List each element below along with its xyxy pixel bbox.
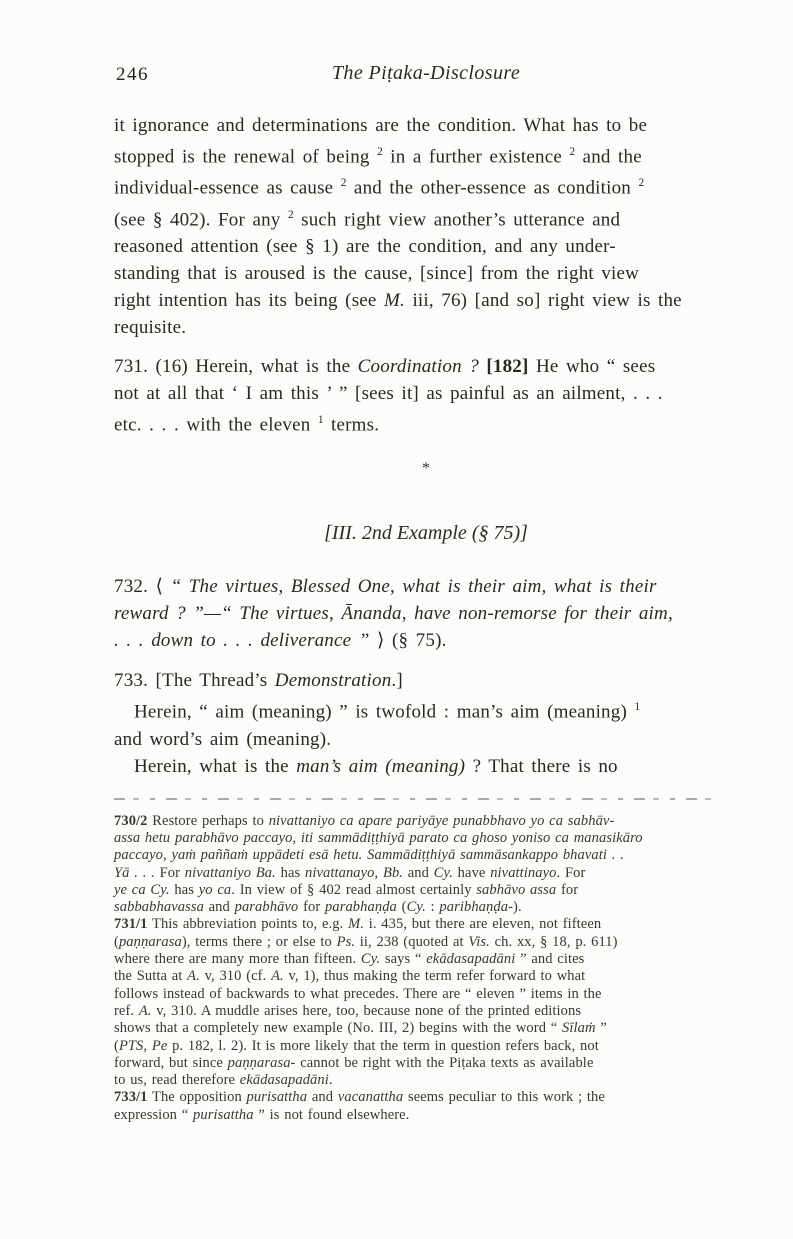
footnote-730-2 — [114, 813, 738, 917]
section-heading: [III. 2nd Example (§ 75)] — [324, 522, 528, 545]
footnote-separator — [114, 797, 722, 800]
text-line: ref. A. v, 310. A muddle arises here, too, because none of the printed editions — [114, 1002, 582, 1019]
text-line: reward ? ”—“ The virtues, Ānanda, have non-remorse for their aim, — [114, 603, 673, 625]
text-line: individual-essence as cause $^2$ and the other-essence as condition $^2$ — [114, 177, 645, 199]
text-line: shows that a completely new example (No. III, 2) begins with the word “ Sīlaṁ ” — [114, 1020, 607, 1037]
text-line: stopped is the renewal of being $^2$ in a further existence $^2$ and the — [114, 146, 642, 168]
text-line: requisite. — [114, 316, 187, 338]
text-line: to us, read therefore ekādasapadāni. — [114, 1072, 333, 1089]
text-line: Yā . . . For nivattaniyo Ba. has nivattanayo, Bb. and Cy. have nivattinayo. For — [114, 864, 586, 881]
paragraph-730-continuation — [114, 112, 738, 341]
paragraph-731 — [114, 353, 738, 438]
paragraph-733 — [114, 667, 738, 779]
text-column — [114, 62, 738, 1124]
text-line: . . . down to . . . deliverance ” ⟩ (§ 75). — [114, 630, 447, 652]
text-line: paccayo, yaṁ paññaṁ uppādeti esā hetu. Sammādiṭṭhiyā sammāsankappo bhavati . . — [114, 847, 624, 864]
text-line: (see § 402). For any $^2$ such right view another’s utterance and — [114, 208, 621, 230]
text-line: 732. ⟨ “ The virtues, Blessed One, what is their aim, what is their — [114, 576, 657, 598]
text-line: sabbabhavassa and parabhāvo for parabhaṇḍa (Cy. : paribhaṇḍa-). — [114, 899, 522, 916]
text-line: 731. (16) Herein, what is the Coordination ? [182] He who “ sees — [114, 355, 656, 377]
text-line: standing that is aroused is the cause, [since] from the right view — [114, 262, 640, 284]
text-line: 733/1 The opposition purisattha and vacanattha seems peculiar to this work ; the — [114, 1089, 605, 1106]
text-line: reasoned attention (see § 1) are the condition, and any under- — [114, 235, 616, 257]
text-line: 731/1 This abbreviation points to, e.g. M. i. 435, but there are eleven, not fifteen — [114, 916, 602, 933]
asterisk-divider: * — [422, 460, 430, 478]
text-line: forward, but since paṇṇarasa- cannot be right with the Piṭaka texts as available — [114, 1054, 594, 1071]
text-line: expression “ purisattha ” is not found elsewhere. — [114, 1106, 410, 1123]
text-line: right intention has its being (see M. iii, 76) [and so] right view is the — [114, 289, 682, 311]
text-line: 730/2 Restore perhaps to nivattaniyo ca apare pariyāye punabbhavo yo ca sabhāv- — [114, 812, 615, 829]
text-line: (PTS, Pe p. 182, l. 2). It is more likely that the term in question refers back, not — [114, 1037, 599, 1054]
text-line: follows instead of backwards to what precedes. There are “ eleven ” items in the — [114, 985, 602, 1002]
text-line: not at all that ‘ I am this ’ ” [sees it] as painful as an ailment, . . . — [114, 382, 663, 404]
text-line: (paṇṇarasa), terms there ; or else to Ps. ii, 238 (quoted at Vis. ch. xx, § 18, p. 611) — [114, 933, 618, 950]
text-line: Herein, “ aim (meaning) ” is twofold : man’s aim (meaning) $^1$ — [134, 701, 641, 723]
text-line: 733. [The Thread’s Demonstration.] — [114, 670, 403, 692]
footnote-733-1 — [114, 1089, 738, 1124]
text-line: it ignorance and determinations are the condition. What has to be — [114, 115, 648, 136]
page-number: 246 — [116, 64, 149, 85]
page-header — [114, 62, 738, 88]
text-line: the Sutta at A. v, 310 (cf. A. v, 1), thus making the term refer forward to what — [114, 968, 586, 985]
text-line: Herein, what is the man’s aim (meaning) ? That there is no — [134, 755, 618, 777]
text-line: and word’s aim (meaning). — [114, 728, 332, 750]
text-line: where there are many more than fifteen. Cy. says “ ekādasapadāni ” and cites — [114, 951, 585, 968]
text-line: etc. . . . with the eleven $^1$ terms. — [114, 413, 380, 436]
running-title: The Piṭaka-Disclosure — [331, 62, 521, 84]
footnote-731-1 — [114, 916, 738, 1089]
text-line: assa hetu parabhāvo paccayo, iti sammādiṭṭhiyā parato ca ghoso yoniso ca manasikāro — [114, 829, 643, 846]
paragraph-732 — [114, 573, 738, 654]
text-line: ye ca Cy. has yo ca. In view of § 402 read almost certainly sabhāvo assa for — [114, 881, 579, 898]
